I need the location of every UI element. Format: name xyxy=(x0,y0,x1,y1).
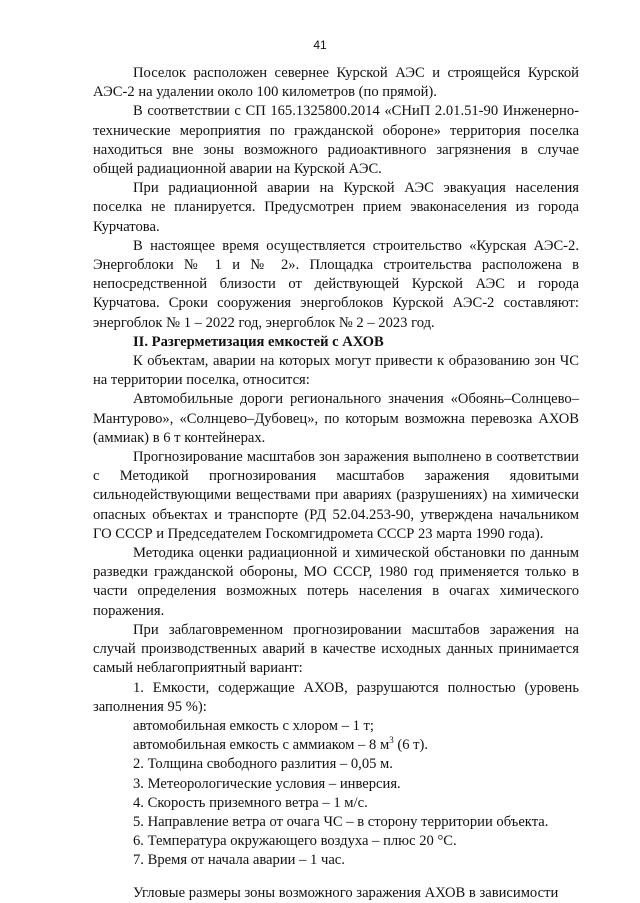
sub-item-chlorine: автомобильная емкость с хлором – 1 т; xyxy=(133,717,374,734)
ammonia-text: автомобильная емкость с аммиаком – 8 м xyxy=(133,737,390,754)
list-item: 6. Температура окружающего воздуха – плюс 20 °С. xyxy=(133,833,457,850)
paragraph: Прогнозирование масштабов зон заражения выполнено в соответствии с Методикой прогнозирования масштабов заражения ядовитыми сильнодействующими веществами при авариях (разрушениях) на химически опасных объектах и транспорте (РД 52.04.253-90, утверждена начальником ГО СССР и Председателем Госкомгидромета СССР 23 марта 1990 года). xyxy=(93,449,579,542)
ammonia-text-end: (6 т). xyxy=(393,737,429,754)
list-item: 5. Направление ветра от очага ЧС – в сторону территории объекта. xyxy=(133,813,549,830)
paragraph: При заблаговременном прогнозировании масштабов заражения на случай производственных аварий в качестве исходных данных принимается самый неблагоприятный вариант: xyxy=(93,621,579,677)
ammonia-superscript: 3 xyxy=(389,735,394,746)
paragraph: Методика оценки радиационной и химической обстановки по данным разведки гражданской обороны, МО СССР, 1980 год применяется только в части определения возможных потерь населения в очагах химического поражения. xyxy=(93,545,579,619)
paragraph: В настоящее время осуществляется строительство «Курская АЭС-2. Энергоблоки № 1 и № 2». Площадка строительства расположена в непосредственной близости от действующей Курской АЭС и города Курчатова. Сроки сооружения энергоблоков Курской АЭС-2 составляют: энергоблок № 1 – 2022 год, энергоблок № 2 – 2023 год. xyxy=(93,237,579,331)
paragraph: К объектам, аварии на которых могут привести к образованию зон ЧС на территории поселка, относится: xyxy=(93,353,579,389)
sub-item-ammonia xyxy=(93,736,579,755)
list-item: 7. Время от начала аварии – 1 час. xyxy=(133,852,345,869)
paragraph: Автомобильные дороги регионального значения «Обоянь–Солнцево–Мантурово», «Солнцево–Дубовец», по которым возможна перевозка АХОВ (аммиак) в 6 т контейнерах. xyxy=(93,391,579,446)
paragraph: В соответствии с СП 165.1325800.2014 «СНиП 2.01.51-90 Инженерно-технические мероприятия по гражданской обороне» территория поселка находиться вне зоны возможного радиоактивного загрязнения в случае общей радиационной аварии на Курской АЭС. xyxy=(93,103,579,178)
list-item: 2. Толщина свободного разлития – 0,05 м. xyxy=(133,756,393,773)
paragraph: Поселок расположен севернее Курской АЭС и строящейся Курской АЭС-2 на удалении около 100 километров (по прямой). xyxy=(93,65,579,101)
list-item: 4. Скорость приземного ветра – 1 м/с. xyxy=(133,794,368,811)
list-item: 3. Метеорологические условия – инверсия. xyxy=(133,775,401,792)
page-number: 41 xyxy=(313,38,327,52)
list-item: 1. Емкости, содержащие АХОВ, разрушаются полностью (уровень заполнения 95 %): xyxy=(93,679,579,715)
document-body xyxy=(93,64,579,903)
section-heading: II. Разгерметизация емкостей с АХОВ xyxy=(133,333,384,350)
paragraph: При радиационной аварии на Курской АЭС эвакуация населения поселка не планируется. Предусмотрен прием эваконаселения из города Курчатова. xyxy=(93,180,579,235)
paragraph: Угловые размеры зоны возможного заражения АХОВ в зависимости xyxy=(133,884,559,901)
